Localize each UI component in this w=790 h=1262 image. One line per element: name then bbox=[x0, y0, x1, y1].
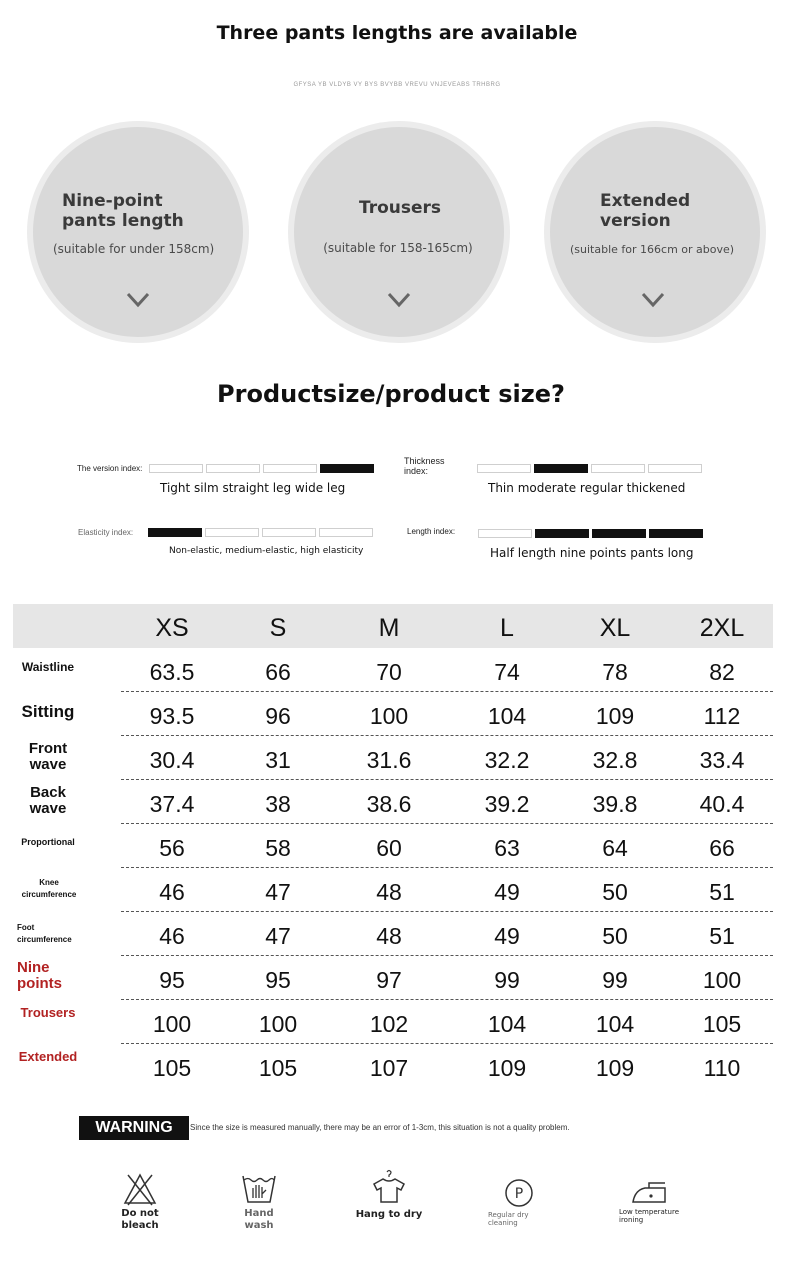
hang-dry-icon bbox=[370, 1168, 408, 1206]
table-cell: 63.5 bbox=[149, 659, 195, 685]
table-cell: 104 bbox=[595, 1011, 635, 1037]
size-header-l: L bbox=[500, 614, 514, 642]
table-cell: 46 bbox=[159, 879, 185, 905]
length-title: Nine-point pants length bbox=[62, 191, 184, 231]
row-label: Extended bbox=[18, 1049, 78, 1064]
care-item-no-bleach bbox=[112, 1172, 168, 1232]
table-cell: 104 bbox=[487, 1011, 527, 1037]
table-cell: 105 bbox=[152, 1055, 192, 1081]
elasticity-index-text: Non-elastic, medium-elastic, high elasticity bbox=[169, 546, 364, 556]
table-cell: 47 bbox=[265, 923, 291, 949]
table-row bbox=[13, 736, 773, 780]
no-bleach-icon bbox=[122, 1172, 158, 1206]
chevron-down-icon bbox=[125, 291, 151, 309]
length-option-extended bbox=[544, 121, 766, 343]
thickness-index-text: Thin moderate regular thickened bbox=[488, 481, 686, 495]
table-cell: 46 bbox=[159, 923, 185, 949]
table-cell: 66 bbox=[265, 659, 291, 685]
table-cell: 110 bbox=[703, 1055, 741, 1081]
table-row bbox=[13, 780, 773, 824]
table-cell: 107 bbox=[369, 1055, 409, 1081]
thickness-index-label: Thickness index: bbox=[404, 456, 445, 476]
table-cell: 105 bbox=[702, 1011, 742, 1037]
thickness-index-bar bbox=[477, 464, 702, 473]
length-title: Trousers bbox=[358, 198, 442, 218]
table-cell: 93.5 bbox=[149, 703, 195, 729]
length-title: Extended version bbox=[600, 191, 691, 231]
table-cell: 37.4 bbox=[149, 791, 195, 817]
size-header-s: S bbox=[269, 614, 287, 642]
table-row bbox=[13, 648, 773, 692]
row-label: Nine points bbox=[17, 959, 62, 992]
table-row bbox=[13, 692, 773, 736]
page-title: Three pants lengths are available bbox=[216, 22, 578, 44]
care-item-hang-dry bbox=[353, 1168, 425, 1221]
table-cell: 99 bbox=[494, 967, 520, 993]
length-desc: (suitable for under 158cm) bbox=[53, 242, 215, 256]
table-cell: 100 bbox=[702, 967, 742, 993]
table-row bbox=[13, 1044, 773, 1088]
table-cell: 38 bbox=[265, 791, 291, 817]
table-cell: 60 bbox=[376, 835, 402, 861]
table-cell: 66 bbox=[709, 835, 735, 861]
care-label: Do not bleach bbox=[121, 1208, 159, 1231]
table-cell: 40.4 bbox=[699, 791, 745, 817]
chevron-down-icon bbox=[640, 291, 666, 309]
chevron-down-icon bbox=[386, 291, 412, 309]
table-cell: 109 bbox=[595, 1055, 635, 1081]
table-cell: 58 bbox=[265, 835, 291, 861]
table-cell: 50 bbox=[602, 879, 628, 905]
table-cell: 51 bbox=[709, 923, 735, 949]
size-section-title: Productsize/product size? bbox=[217, 380, 565, 408]
dry-clean-icon bbox=[502, 1177, 536, 1209]
row-label: Front wave bbox=[28, 740, 68, 773]
table-cell: 32.8 bbox=[592, 747, 638, 773]
table-cell: 95 bbox=[159, 967, 185, 993]
low-iron-icon bbox=[629, 1178, 669, 1206]
table-cell: 49 bbox=[494, 923, 520, 949]
row-label: Back wave bbox=[29, 784, 67, 817]
table-cell: 56 bbox=[159, 835, 185, 861]
table-cell: 105 bbox=[258, 1055, 298, 1081]
table-cell: 30.4 bbox=[149, 747, 195, 773]
table-cell: 70 bbox=[376, 659, 402, 685]
table-cell: 32.2 bbox=[484, 747, 530, 773]
table-cell: 31 bbox=[265, 747, 291, 773]
size-header-2xl: 2XL bbox=[699, 614, 745, 642]
table-cell: 96 bbox=[265, 703, 291, 729]
version-index-bar bbox=[149, 464, 374, 473]
size-header-xl: XL bbox=[599, 614, 631, 642]
size-header-row bbox=[13, 604, 773, 648]
warning-text: Since the size is measured manually, there may be an error of 1-3cm, this situation is not a quality problem. bbox=[190, 1123, 570, 1132]
table-cell: 49 bbox=[494, 879, 520, 905]
length-option-nine-point bbox=[27, 121, 249, 343]
warning-badge: WARNING bbox=[79, 1116, 189, 1140]
length-index-text: Half length nine points pants long bbox=[490, 546, 694, 560]
table-cell: 39.8 bbox=[592, 791, 638, 817]
row-label: Foot circumference bbox=[17, 923, 72, 944]
size-header-xs: XS bbox=[155, 614, 189, 642]
table-cell: 100 bbox=[258, 1011, 298, 1037]
page-subtitle: GFYSA YB VLDYB VY BYS BVYBB VREVU VNJEVEABS TRHBRG bbox=[293, 82, 501, 88]
length-index-label: Length index: bbox=[407, 527, 456, 536]
care-label: Regular dry cleaning bbox=[488, 1211, 529, 1228]
table-row bbox=[13, 824, 773, 868]
table-cell: 48 bbox=[376, 923, 402, 949]
table-row bbox=[13, 956, 773, 1000]
table-row bbox=[13, 1000, 773, 1044]
table-cell: 48 bbox=[376, 879, 402, 905]
table-cell: 74 bbox=[494, 659, 520, 685]
table-cell: 38.6 bbox=[366, 791, 412, 817]
care-item-low-iron bbox=[619, 1178, 689, 1225]
length-option-trousers bbox=[288, 121, 510, 343]
table-cell: 51 bbox=[709, 879, 735, 905]
table-cell: 64 bbox=[602, 835, 628, 861]
table-cell: 33.4 bbox=[699, 747, 745, 773]
row-label: Proportional bbox=[21, 837, 75, 847]
size-header-m: M bbox=[378, 614, 400, 642]
length-index-bar bbox=[478, 529, 703, 538]
table-cell: 99 bbox=[602, 967, 628, 993]
table-cell: 95 bbox=[265, 967, 291, 993]
dry-clean-symbol: P bbox=[514, 1186, 524, 1202]
table-cell: 100 bbox=[369, 703, 409, 729]
table-cell: 50 bbox=[602, 923, 628, 949]
length-desc: (suitable for 158-165cm) bbox=[323, 241, 473, 255]
size-table bbox=[13, 604, 773, 1088]
care-label: Hand wash bbox=[244, 1208, 274, 1231]
table-cell: 109 bbox=[487, 1055, 527, 1081]
table-row bbox=[13, 868, 773, 912]
length-desc: (suitable for 166cm or above) bbox=[570, 243, 735, 256]
care-item-dry-clean bbox=[488, 1177, 550, 1228]
table-cell: 112 bbox=[703, 703, 741, 729]
table-cell: 109 bbox=[595, 703, 635, 729]
table-cell: 78 bbox=[602, 659, 628, 685]
version-index-label: The version index: bbox=[77, 464, 143, 473]
elasticity-index-bar bbox=[148, 528, 373, 537]
row-label: Knee circumference bbox=[21, 878, 77, 899]
table-cell: 97 bbox=[376, 967, 402, 993]
table-cell: 47 bbox=[265, 879, 291, 905]
row-label: Waistline bbox=[21, 660, 75, 674]
care-item-hand-wash bbox=[236, 1172, 282, 1232]
hand-wash-icon bbox=[240, 1172, 278, 1206]
version-index-text: Tight silm straight leg wide leg bbox=[160, 481, 346, 495]
table-row bbox=[13, 912, 773, 956]
row-label: Trousers bbox=[20, 1005, 76, 1020]
care-label: Low temperature ironing bbox=[619, 1208, 680, 1225]
table-cell: 31.6 bbox=[366, 747, 412, 773]
care-label: Hang to dry bbox=[355, 1209, 423, 1220]
table-cell: 82 bbox=[709, 659, 735, 685]
table-cell: 63 bbox=[494, 835, 520, 861]
row-label: Sitting bbox=[21, 702, 75, 721]
table-cell: 104 bbox=[487, 703, 527, 729]
table-cell: 39.2 bbox=[484, 791, 530, 817]
elasticity-index-label: Elasticity index: bbox=[78, 528, 134, 537]
table-cell: 100 bbox=[152, 1011, 192, 1037]
table-cell: 102 bbox=[369, 1011, 409, 1037]
